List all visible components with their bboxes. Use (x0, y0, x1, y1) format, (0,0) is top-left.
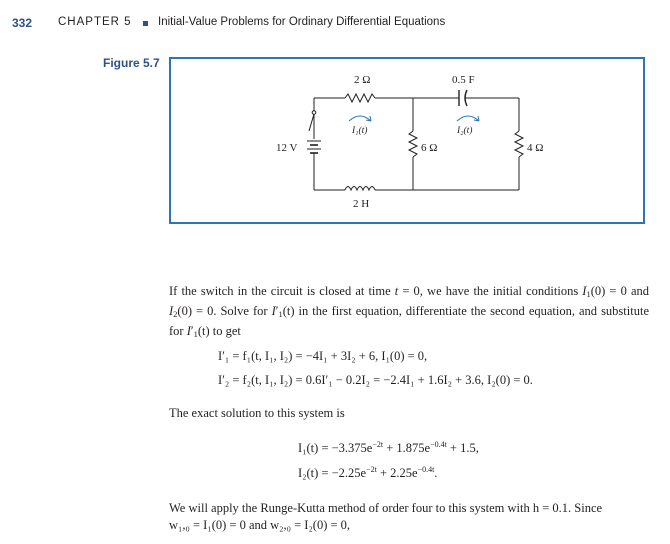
resistor-4ohm (515, 131, 523, 157)
rk4-line-2: w₁,₀ = I₁(0) = 0 and w₂,₀ = I₂(0) = 0, (169, 518, 351, 532)
page-number: 332 (12, 16, 33, 30)
label-capacitor: 0.5 F (452, 74, 475, 86)
chapter-label: CHAPTER 5 (58, 16, 132, 28)
running-header (0, 14, 670, 34)
solution-2: $I_2(t) = -2.25e^{-2t} + 2.25e^{-0.4t}$. (298, 465, 438, 480)
figure-label: Figure 5.7 (103, 56, 160, 70)
header-bullet-icon (143, 21, 148, 26)
resistor-6ohm (409, 131, 417, 157)
equation-1: I′₁ = f₁(t, I₁, I₂) = −4I₁ + 3I₂ + 6, I₁(0) = 0, (218, 349, 428, 363)
inductor-2h (345, 187, 375, 191)
switch-blade (309, 114, 314, 131)
switch-contact-top (312, 111, 316, 115)
paragraph-intro: If the switch in the circuit is closed at time t = 0, we have the initial conditions $I_1(0) = 0$ and $I_2(0) = 0$. Solve for $I'_1(t)$ in the first equation, differentiate the second equation, and substitute for $I'_1(t)$ to get (169, 284, 650, 339)
label-inductor: 2 H (353, 198, 370, 210)
paragraph-exact: The exact solution to this system is (169, 406, 345, 420)
circuit-diagram (171, 59, 647, 226)
label-current-2: I₂(t) (457, 126, 473, 136)
solution-1: $I_1(t) = -3.375e^{-2t} + 1.875e^{-0.4t} + 1.5$, (298, 440, 479, 455)
label-r-right: 4 Ω (527, 142, 544, 154)
paragraph-rk4 (169, 500, 649, 534)
resistor-2ohm (345, 94, 375, 102)
chapter-title: Initial-Value Problems for Ordinary Differential Equations (158, 16, 446, 28)
equation-2: I′₂ = f₂(t, I₁, I₂) = 0.6I′₁ − 0.2I₂ = −2.4I₁ + 1.6I₂ + 3.6, I₂(0) = 0. (218, 373, 533, 387)
figure-frame (169, 57, 645, 224)
rk4-line-1: We will apply the Runge-Kutta method of order four to this system with h = 0.1. Since (169, 501, 603, 515)
label-current-1: I₁(t) (352, 126, 368, 136)
label-r-middle: 6 Ω (421, 142, 438, 154)
label-r-top: 2 Ω (354, 74, 371, 86)
label-battery: 12 V (276, 142, 298, 154)
